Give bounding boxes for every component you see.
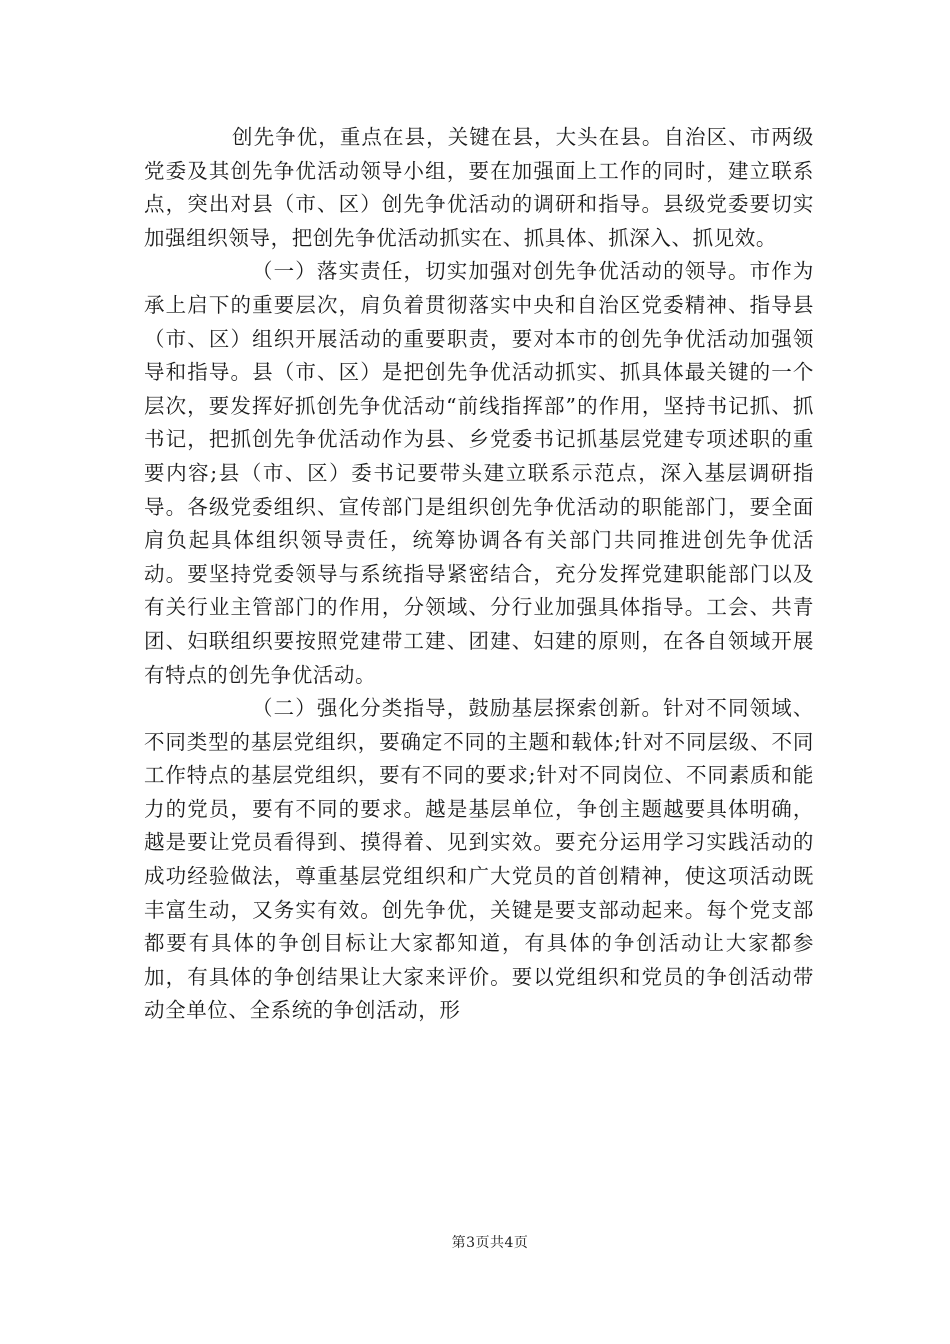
page-number-footer: 第3页共4页 bbox=[451, 1235, 529, 1251]
paragraph-2: （一）落实责任，切实加强对创先争优活动的领导。市作为承上启下的重要层次，肩负着贯彻落实中央和自治区党委精神、指导县（市、区）组织开展活动的重要职责，要对本市的创先争优活动加强领导和指导。县（市、区）是把创先争优活动抓实、抓具体最关键的一个层次，要发挥好抓创先争优活动“前线指挥部”的作用，坚持书记抓、抓书记，把抓创先争优活动作为县、乡党委书记抓基层党建专项述职的重要内容;县（市、区）委书记要带头建立联系示范点，深入基层调研指导。各级党委组织、宣传部门是组织创先争优活动的职能部门，要全面肩负起具体组织领导责任，统筹协调各有关部门共同推进创先争优活动。要坚持党委领导与系统指导紧密结合，充分发挥党建职能部门以及有关行业主管部门的作用，分领域、分行业加强具体指导。工会、共青团、妇联组织要按照党建带工建、团建、妇建的原则，在各自领域开展有特点的创先争优活动。 bbox=[144, 259, 814, 687]
paragraph-1: 创先争优，重点在县，关键在县，大头在县。自治区、市两级党委及其创先争优活动领导小组，要在加强面上工作的同时，建立联系点，突出对县（市、区）创先争优活动的调研和指导。县级党委要切实加强组织领导，把创先争优活动抓实在、抓具体、抓深入、抓见效。 bbox=[144, 125, 814, 250]
document-body bbox=[144, 121, 814, 1028]
paragraph-3: （二）强化分类指导，鼓励基层探索创新。针对不同领域、不同类型的基层党组织，要确定不同的主题和载体;针对不同层级、不同工作特点的基层党组织，要有不同的要求;针对不同岗位、不同素质和能力的党员，要有不同的要求。越是基层单位，争创主题越要具体明确，越是要让党员看得到、摸得着、见到实效。要充分运用学习实践活动的成功经验做法，尊重基层党组织和广大党员的首创精神，使这项活动既丰富生动，又务实有效。创先争优，关键是要支部动起来。每个党支部都要有具体的争创目标让大家都知道，有具体的争创活动让大家都参加，有具体的争创结果让大家来评价。要以党组织和党员的争创活动带动全单位、全系统的争创活动，形 bbox=[144, 696, 814, 1023]
